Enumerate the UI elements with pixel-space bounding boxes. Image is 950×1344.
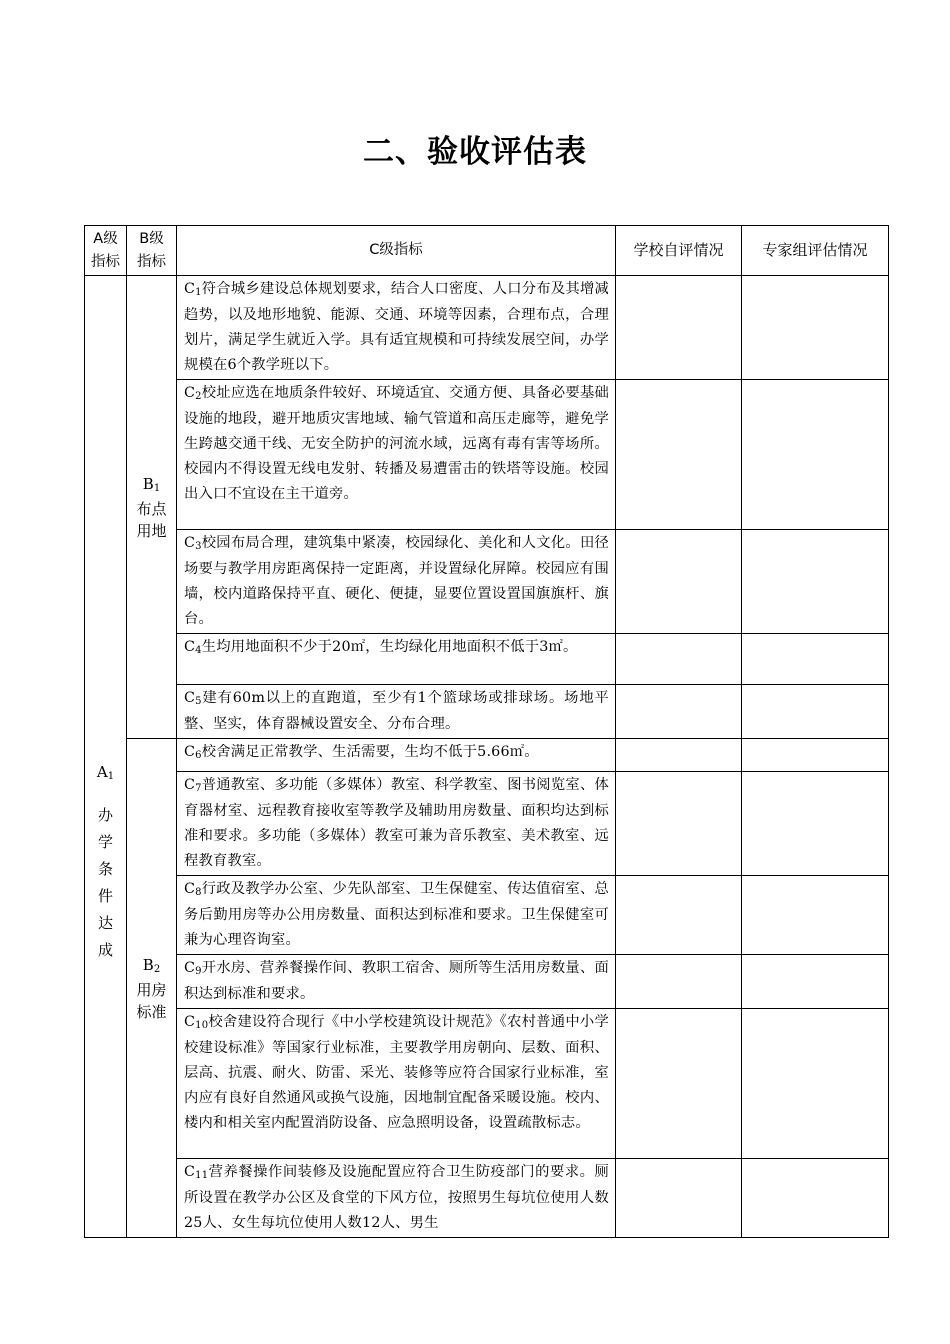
self-evaluation-cell [616,1159,742,1238]
table-row [85,634,889,685]
header-a-level: A级 指标 [85,226,127,276]
expert-evaluation-cell [742,1009,889,1159]
table-row [85,772,889,876]
expert-evaluation-cell [742,876,889,955]
expert-evaluation-cell [742,634,889,685]
table-row [85,1009,889,1159]
expert-evaluation-cell [742,772,889,876]
header-expert-evaluation: 专家组评估情况 [742,226,889,276]
self-evaluation-cell [616,634,742,685]
c5-criterion: $C_5$建有60m以上的直跑道，至少有1个篮球场或排球场。场地平整、坚实，体育器械设置安全、分布合理。 [177,685,616,739]
c4-criterion: $C_4$生均用地面积不少于20㎡，生均绿化用地面积不低于3㎡。 [177,634,616,685]
header-b-level: B级 指标 [127,226,177,276]
b2-indicator: $B_2$ 用房 标准 [127,739,177,1238]
table-row [85,876,889,955]
c8-criterion: $C_8$行政及教学办公室、少先队部室、卫生保健室、传达值宿室、总务后勤用房等办公用房数量、面积达到标准和要求。卫生保健室可兼为心理咨询室。 [177,876,616,955]
self-evaluation-cell [616,739,742,772]
a1-indicator: $A_1$ 办 学 条 件 达 成 [85,276,127,1238]
expert-evaluation-cell [742,955,889,1009]
expert-evaluation-cell [742,1159,889,1238]
page-title: 二、验收评估表 [363,134,587,170]
self-evaluation-cell [616,685,742,739]
c7-criterion: $C_7$普通教室、多功能（多媒体）教室、科学教室、图书阅览室、体育器材室、远程教育接收室等教学及辅助用房数量、面积均达到标准和要求。多功能（多媒体）教室可兼为音乐教室、美术教室、远程教育教室。 [177,772,616,876]
self-evaluation-cell [616,955,742,1009]
table-row [85,685,889,739]
table-row [85,739,889,772]
table-row [85,955,889,1009]
self-evaluation-cell [616,276,742,380]
expert-evaluation-cell [742,276,889,380]
self-evaluation-cell [616,1009,742,1159]
c10-criterion: $C_{10}$校舍建设符合现行《中小学校建筑设计规范》《农村普通中小学校建设标准》等国家行业标准，主要教学用房朝向、层数、面积、层高、抗震、耐火、防雷、采光、装修等应符合国家行业标准，室内应有良好自然通风或换气设施，因地制宜配备采暖设施。校内、楼内和相关室内配置消防设备、应急照明设备，设置疏散标志。 [177,1009,616,1159]
expert-evaluation-cell [742,685,889,739]
c1-criterion: $C_1$符合城乡建设总体规划要求，结合人口密度、人口分布及其增减趋势，以及地形地貌、能源、交通、环境等因素，合理布点，合理划片，满足学生就近入学。具有适宜规模和可持续发展空间，办学规模在6个教学班以下。 [177,276,616,380]
self-evaluation-cell [616,380,742,530]
expert-evaluation-cell [742,530,889,634]
header-self-evaluation: 学校自评情况 [616,226,742,276]
table-row [85,530,889,634]
self-evaluation-cell [616,876,742,955]
expert-evaluation-cell [742,739,889,772]
evaluation-table [84,225,889,1238]
table-row [85,380,889,530]
self-evaluation-cell [616,530,742,634]
table-row [85,276,889,380]
c9-criterion: $C_9$开水房、营养餐操作间、教职工宿舍、厕所等生活用房数量、面积达到标准和要求。 [177,955,616,1009]
header-c-level: C级指标 [177,226,616,276]
c6-criterion: $C_6$校舍满足正常教学、生活需要，生均不低于5.66㎡。 [177,739,616,772]
c2-criterion: $C_2$校址应选在地质条件较好、环境适宜、交通方便、具备必要基础设施的地段，避开地质灾害地域、输气管道和高压走廊等，避免学生跨越交通干线、无安全防护的河流水域，远离有毒有害等场所。校园内不得设置无线电发射、转播及易遭雷击的铁塔等设施。校园出入口不宜设在主干道旁。 [177,380,616,530]
b1-indicator: $B_1$ 布点 用地 [127,276,177,739]
table-row [85,1159,889,1238]
self-evaluation-cell [616,772,742,876]
c11-criterion: $C_{11}$营养餐操作间装修及设施配置应符合卫生防疫部门的要求。厕所设置在教学办公区及食堂的下风方位，按照男生每坑位使用人数25人、女生每坑位使用人数12人、男生 [177,1159,616,1238]
expert-evaluation-cell [742,380,889,530]
c3-criterion: $C_3$校园布局合理，建筑集中紧凑，校园绿化、美化和人文化。田径场要与教学用房距离保持一定距离，并设置绿化屏障。校园应有围墙，校内道路保持平直、硬化、便捷，显要位置设置国旗旗杆、旗台。 [177,530,616,634]
table-header-row [85,226,889,276]
